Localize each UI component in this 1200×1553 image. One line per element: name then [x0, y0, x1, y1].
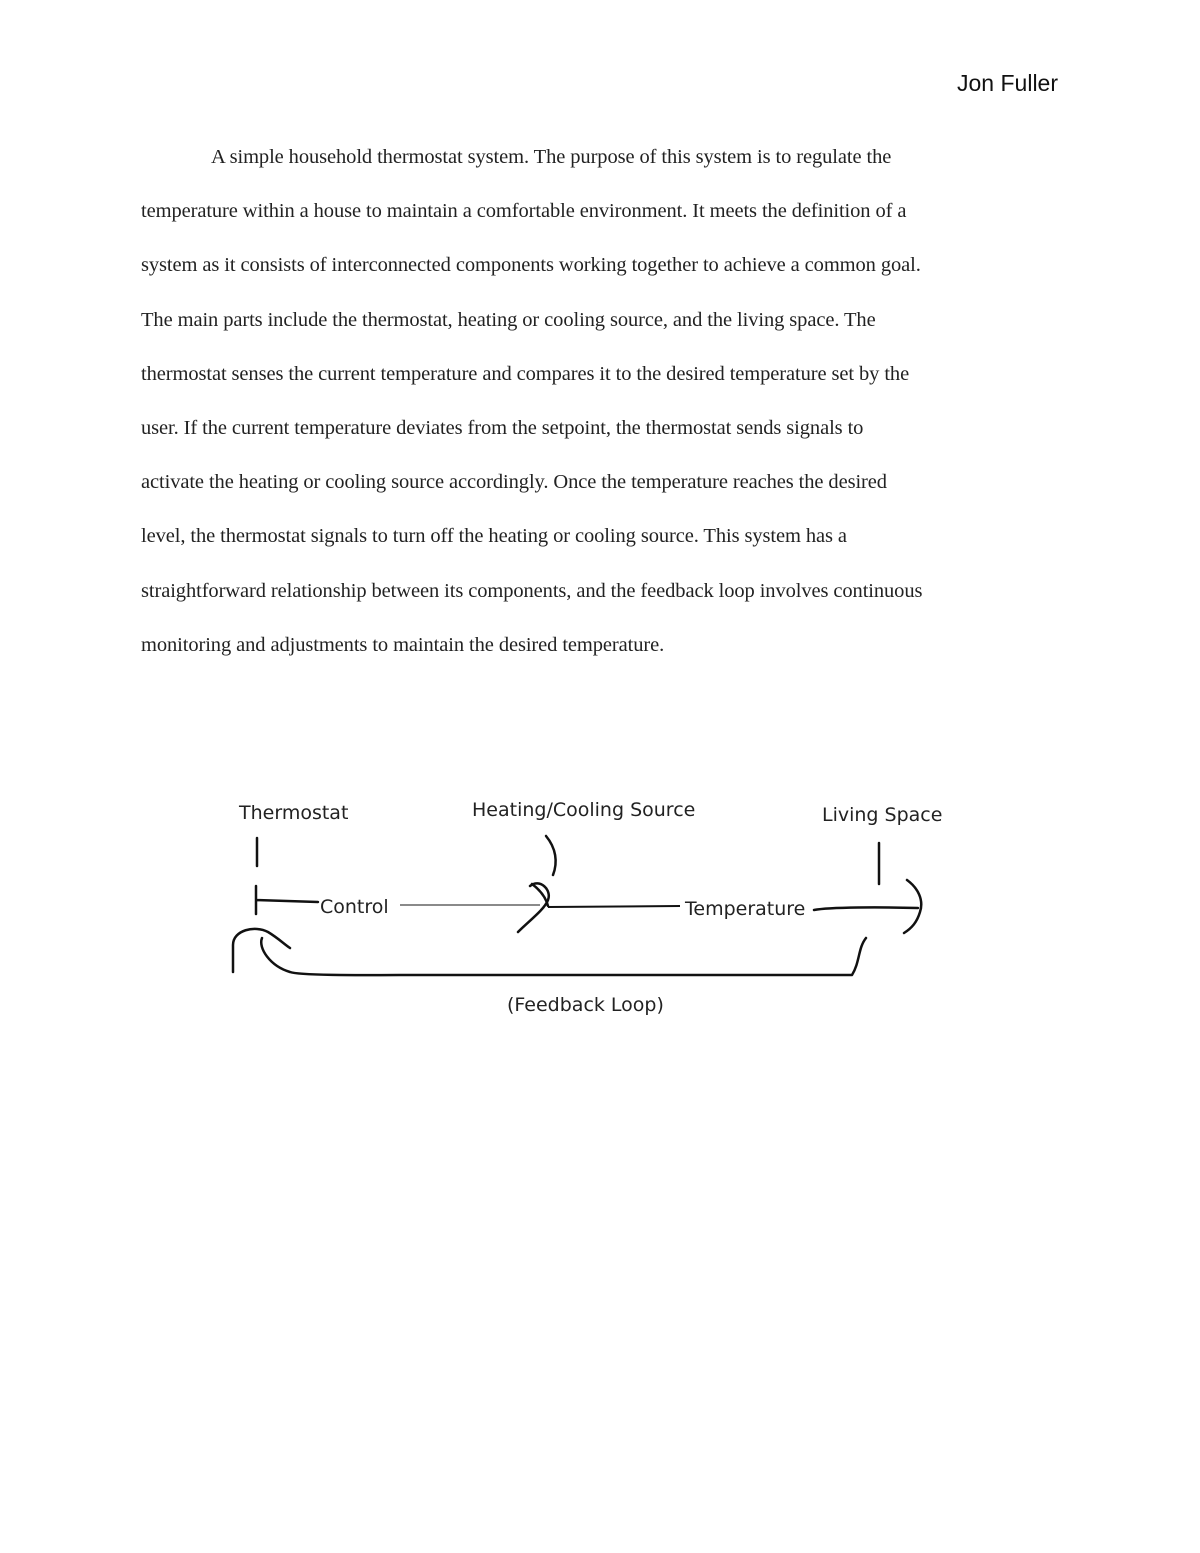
- essay-line: level, the thermostat signals to turn off the heating or cooling source. This system has a: [141, 525, 847, 548]
- essay-line: A simple household thermostat system. The purpose of this system is to regulate the: [211, 146, 892, 168]
- essay-line: thermostat senses the current temperature and compares it to the desired temperature set by the: [141, 362, 910, 385]
- author-name: Jon Fuller: [957, 70, 1058, 96]
- essay-line: system as it consists of interconnected components working together to achieve a common goal.: [141, 254, 921, 277]
- essay-line: monitoring and adjustments to maintain the desired temperature.: [141, 633, 665, 656]
- essay-line: user. If the current temperature deviates from the setpoint, the thermostat sends signals to: [141, 417, 864, 440]
- essay-line: The main parts include the thermostat, heating or cooling source, and the living space. The: [141, 308, 876, 331]
- essay-line: straightforward relationship between its components, and the feedback loop involves continuous: [141, 579, 923, 602]
- essay-line: temperature within a house to maintain a comfortable environment. It meets the definition of a: [141, 200, 907, 223]
- source-label: Heating/Cooling Source: [472, 799, 696, 821]
- feedback-arrow-head: [233, 929, 290, 972]
- temperature-line-right: [814, 907, 918, 910]
- source-bracket: [546, 836, 556, 875]
- thermostat-bracket: [256, 886, 318, 914]
- system-diagram: [0, 780, 1200, 1040]
- control-label: Control: [320, 896, 389, 918]
- temperature-line-left: [548, 906, 680, 907]
- feedback-label: (Feedback Loop): [507, 994, 664, 1016]
- essay-line: activate the heating or cooling source accordingly. Once the temperature reaches the desired: [141, 471, 887, 494]
- essay-paragraph: [141, 130, 1071, 672]
- living-space-label: Living Space: [822, 804, 943, 826]
- feedback-loop: [261, 938, 866, 975]
- thermostat-label: Thermostat: [239, 802, 349, 824]
- temperature-label: Temperature: [685, 898, 806, 920]
- source-hook: [518, 883, 549, 932]
